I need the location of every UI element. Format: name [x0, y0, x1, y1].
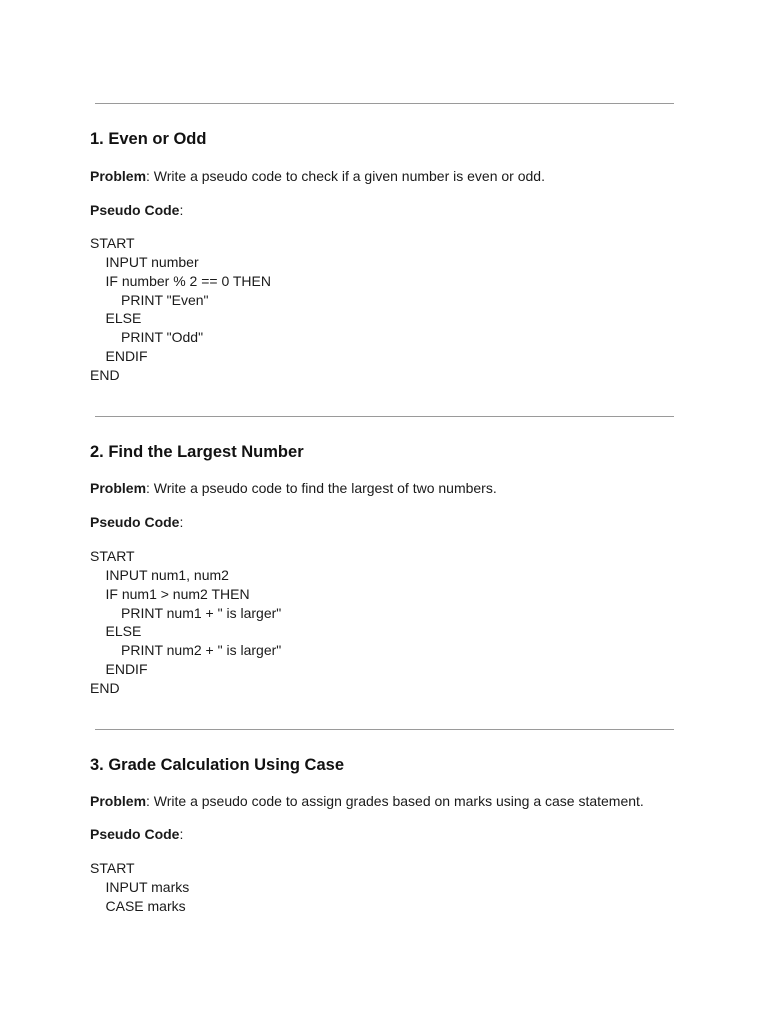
code-line: PRINT "Odd"	[121, 329, 204, 346]
problem-text: : Write a pseudo code to assign grades based on marks using a case statement.	[146, 793, 644, 809]
code-line: INPUT number	[105, 253, 199, 270]
pseudo-code-label: Pseudo Code	[90, 202, 180, 218]
pseudo-code-colon: :	[179, 202, 184, 218]
section-title: 1. Even or Odd	[90, 130, 207, 148]
code-line: ELSE	[105, 623, 142, 640]
pseudo-code-heading	[90, 825, 183, 843]
code-line: INPUT num1, num2	[105, 566, 229, 583]
pseudo-code-block	[90, 547, 281, 698]
problem-statement	[90, 167, 545, 185]
problem-label: Problem	[90, 793, 147, 809]
problem-statement	[90, 479, 497, 497]
pseudo-code-label: Pseudo Code	[90, 826, 180, 842]
pseudo-code-block	[90, 234, 271, 385]
problem-statement	[90, 792, 644, 810]
code-line: ENDIF	[105, 348, 148, 365]
code-line: IF number % 2 == 0 THEN	[105, 272, 271, 289]
code-line: INPUT marks	[105, 878, 190, 895]
code-line: IF num1 > num2 THEN	[105, 585, 250, 602]
code-line: PRINT num1 + " is larger"	[121, 604, 282, 621]
pseudo-code-heading	[90, 201, 183, 219]
section-title: 3. Grade Calculation Using Case	[90, 756, 344, 774]
section-divider	[95, 103, 674, 104]
code-line: ELSE	[105, 310, 142, 327]
code-line: END	[90, 679, 120, 696]
pseudo-code-label: Pseudo Code	[90, 514, 180, 530]
code-line: PRINT "Even"	[121, 291, 209, 308]
code-line: START	[90, 860, 135, 876]
pseudo-code-colon: :	[179, 514, 184, 530]
pseudo-code-block	[90, 859, 189, 916]
code-line: END	[90, 366, 120, 383]
problem-text: : Write a pseudo code to check if a given number is even or odd.	[146, 168, 545, 184]
pseudo-code-heading	[90, 513, 183, 531]
pseudo-code-colon: :	[179, 826, 184, 842]
section-divider	[95, 729, 674, 730]
code-line: ENDIF	[105, 661, 148, 678]
problem-label: Problem	[90, 168, 147, 184]
code-line: CASE marks	[105, 897, 186, 914]
problem-text: : Write a pseudo code to find the largest of two numbers.	[146, 480, 497, 496]
code-line: PRINT num2 + " is larger"	[121, 642, 282, 659]
code-line: START	[90, 548, 135, 564]
code-line: START	[90, 235, 135, 251]
section-title: 2. Find the Largest Number	[90, 443, 304, 461]
section-divider	[95, 416, 674, 417]
problem-label: Problem	[90, 480, 147, 496]
